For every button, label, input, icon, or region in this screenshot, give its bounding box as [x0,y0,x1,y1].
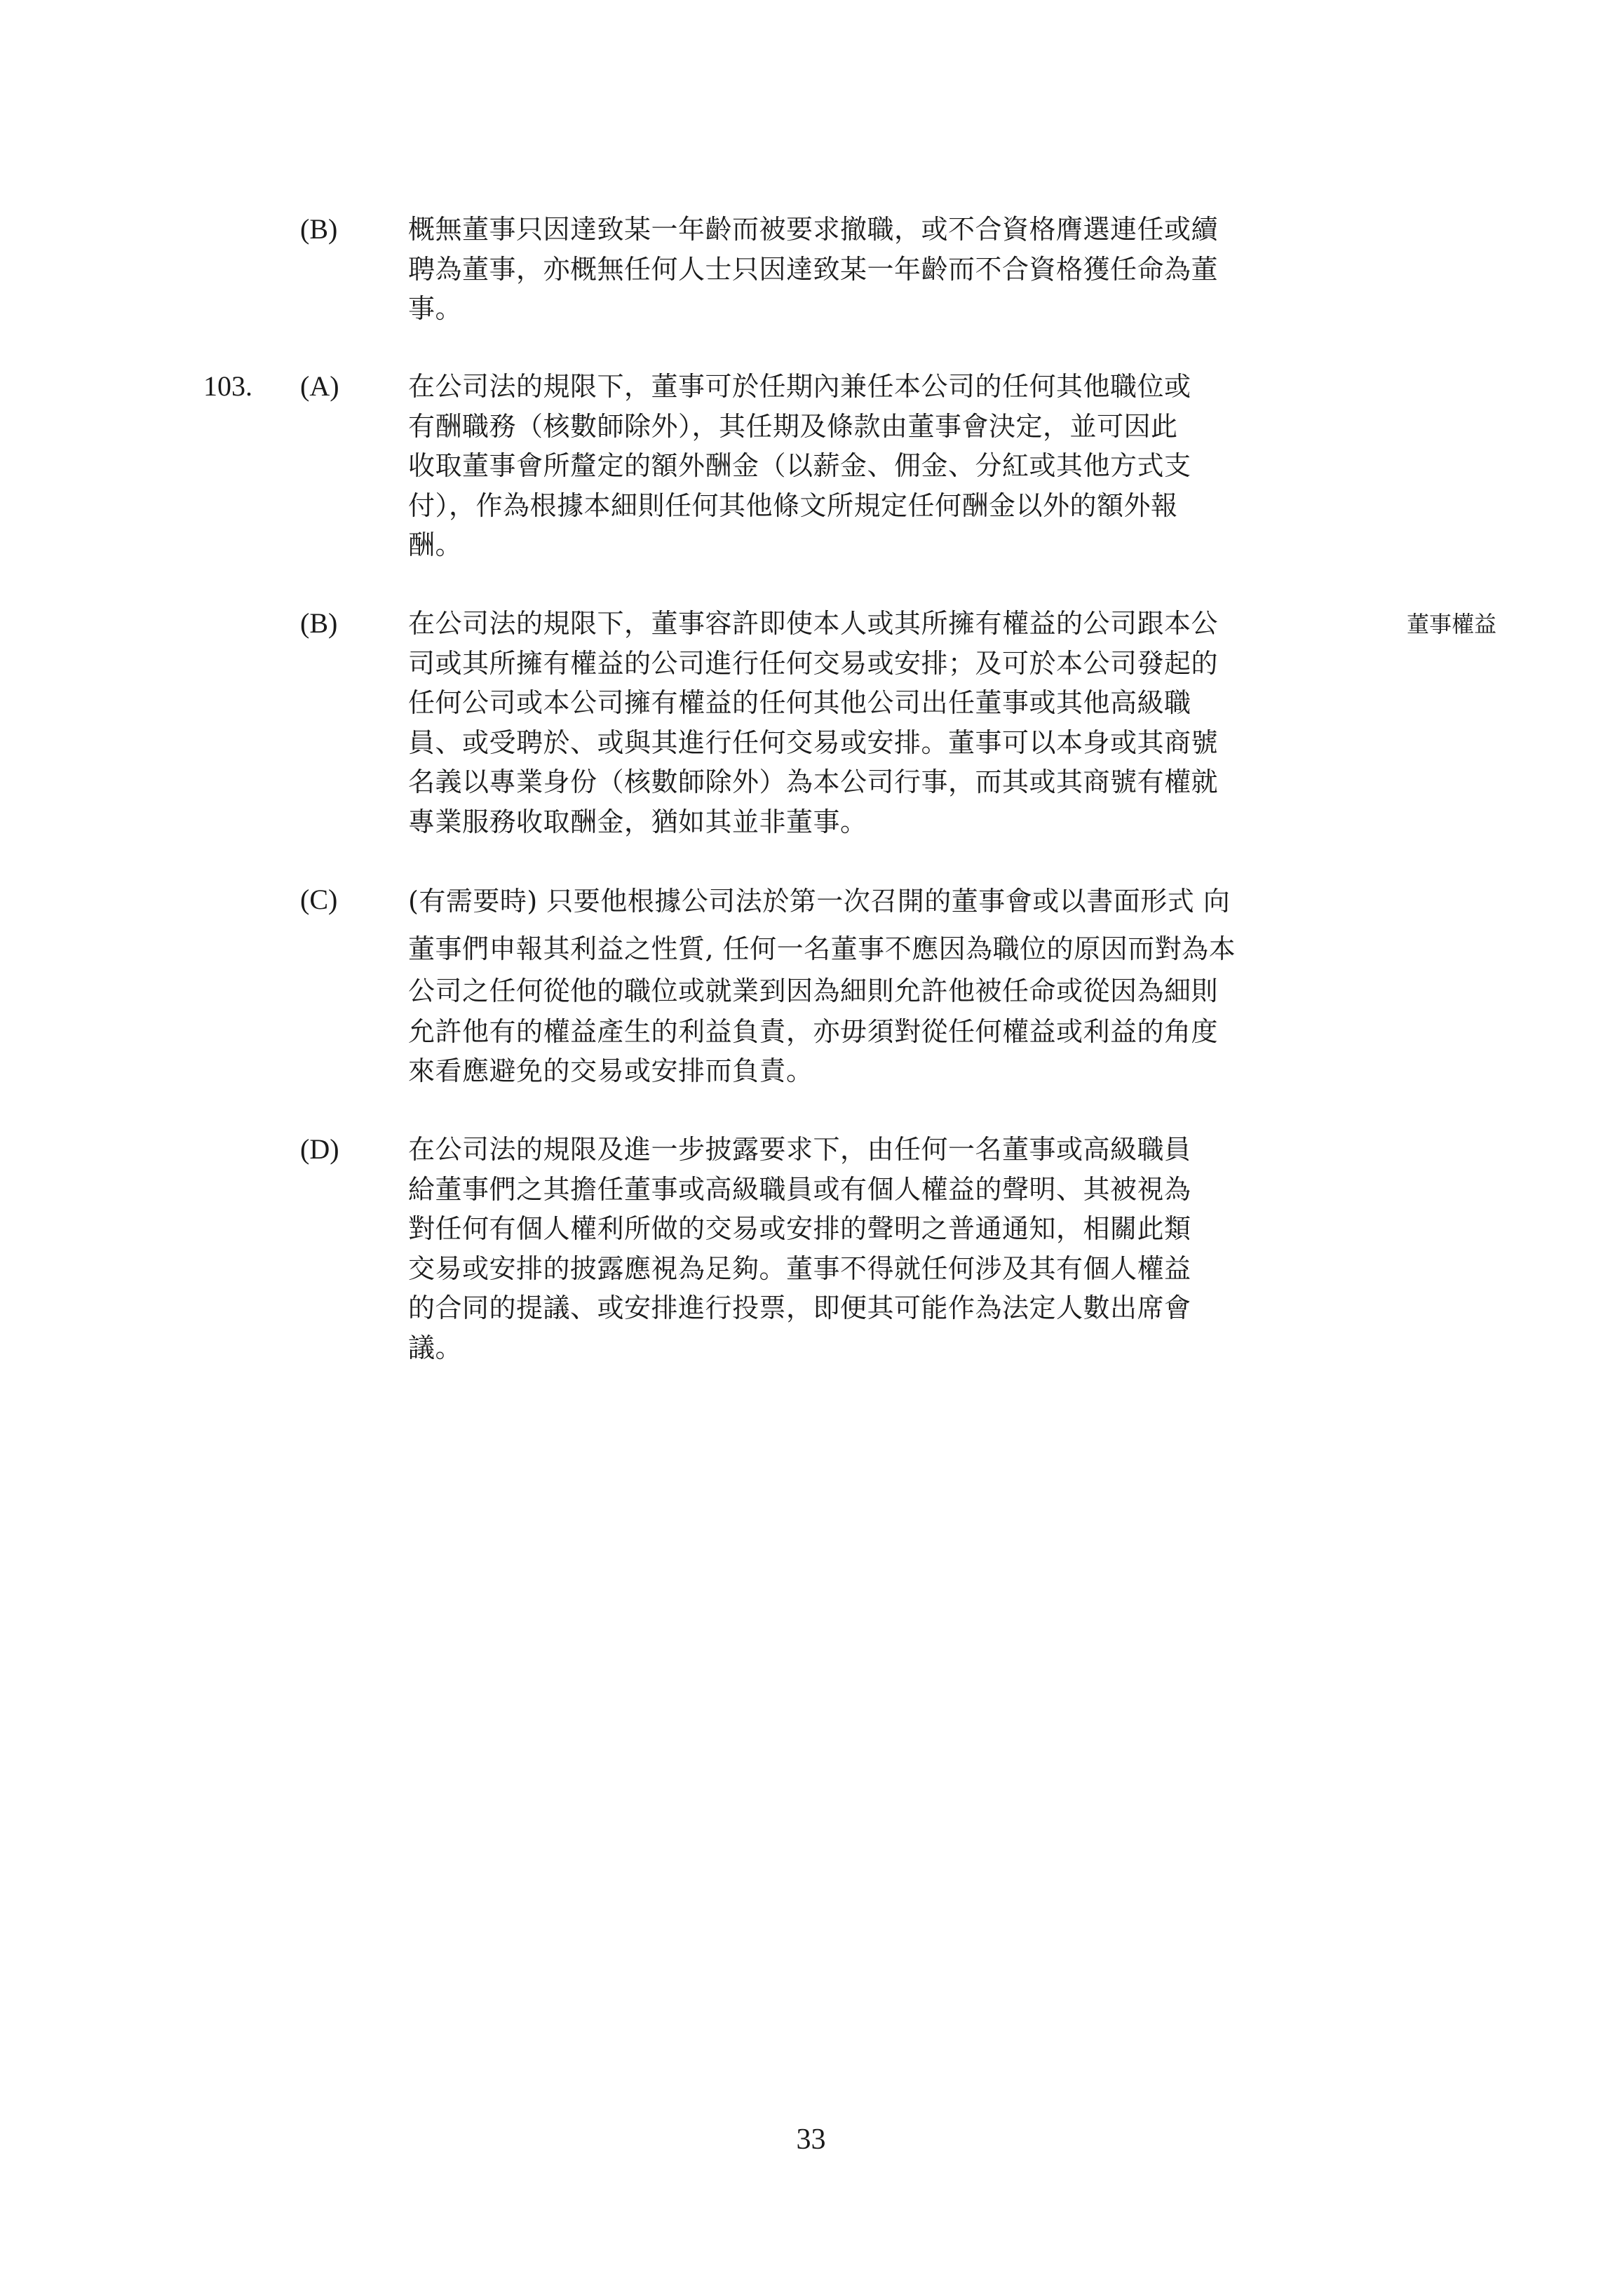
paragraph-label-103b: (B) [300,607,338,639]
text-line: 公司之任何從他的職位或就業到因為細則允許他被任命或從因為細則 [408,975,1219,1006]
article-number-103: 103. [203,370,252,402]
paragraph-label-103a: (A) [300,370,339,402]
text-line: 有酬職務（核數師除外），其任期及條款由董事會決定，並可因此 [408,410,1178,442]
text-line: 司或其所擁有權益的公司進行任何交易或安排；及可於本公司發起的 [408,647,1219,679]
text-line: 在公司法的規限下，董事可於任期內兼任本公司的任何其他職位或 [408,371,1191,402]
text-line: 交易或安排的披露應視為足夠。董事不得就任何涉及其有個人權益 [408,1252,1191,1284]
text-line: 員、或受聘於、或與其進行任何交易或安排。董事可以本身或其商號 [408,727,1219,758]
text-line: 概無董事只因達致某一年齡而被要求撤職，或不合資格膺選連任或續 [408,214,1219,245]
text-line: 的合同的提議、或安排進行投票，即便其可能作為法定人數出席會 [408,1292,1191,1323]
paragraph-103d-text [408,1130,1348,1368]
margin-note-directors-interests: 董事權益 [1407,611,1497,637]
text-line: 在公司法的規限下，董事容許即使本人或其所擁有權益的公司跟本公 [408,608,1219,639]
paragraph-label-102b: (B) [300,213,338,245]
text-line: (有需要時) 只要他根據公司法於第一次召開的董事會或以書面形式 向 [408,886,1231,917]
text-line: 給董事們之其擔任董事或高級職員或有個人權益的聲明、其被視為 [408,1173,1191,1205]
text-line: 酬。 [408,529,463,560]
text-line: 名義以專業身份（核數師除外）為本公司行事，而其或其商號有權就 [408,767,1219,797]
text-line: 允許他有的權益產生的利益負責，亦毋須對從任何權益或利益的角度 [408,1016,1219,1047]
text-line: 收取董事會所釐定的額外酬金（以薪金、佣金、分紅或其他方式支 [408,450,1191,481]
paragraph-label-103d: (D) [300,1133,339,1165]
page-number: 33 [796,2123,826,2156]
text-line: 董事們申報其利益之性質, 任何一名董事不應因為職位的原因而對為本 [408,933,1236,964]
text-line: 付），作為根據本細則任何其他條文所規定任何酬金以外的額外報 [408,489,1178,521]
text-line: 對任何有個人權利所做的交易或安排的聲明之普通通知，相關此類 [408,1213,1191,1244]
paragraph-103b-text [408,604,1348,842]
text-line: 聘為董事，亦概無任何人士只因達致某一年齡而不合資格獲任命為董 [408,253,1219,285]
text-line: 任何公司或本公司擁有權益的任何其他公司出任董事或其他高級職 [408,687,1191,718]
paragraph-102b-text [408,210,1348,329]
text-line: 事。 [408,293,463,324]
text-line: 來看應避免的交易或安排而負責。 [408,1055,813,1086]
text-line: 在公司法的規限及進一步披露要求下，由任何一名董事或高級職員 [408,1134,1191,1165]
text-line: 專業服務收取酬金，猶如其並非董事。 [408,806,867,837]
text-line: 議。 [408,1332,463,1363]
paragraph-label-103c: (C) [300,884,338,915]
paragraph-103c-text [408,880,1348,1090]
paragraph-103a-text [408,367,1348,565]
